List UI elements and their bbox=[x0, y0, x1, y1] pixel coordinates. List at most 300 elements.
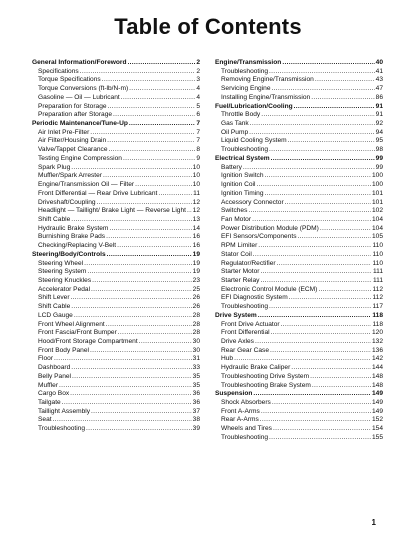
dot-leader bbox=[288, 137, 375, 146]
dot-leader bbox=[243, 164, 375, 173]
dot-leader bbox=[71, 294, 192, 303]
toc-entry-label: Torque Specifications bbox=[38, 76, 101, 84]
toc-entry[interactable] bbox=[215, 207, 383, 216]
toc-entry[interactable] bbox=[215, 181, 383, 190]
toc-entry-label: Regulator/Rectifier bbox=[221, 259, 276, 267]
toc-entry[interactable] bbox=[32, 425, 200, 434]
toc-page-number: 41 bbox=[375, 67, 383, 75]
toc-entry-label: Troubleshooting bbox=[38, 425, 86, 433]
dot-leader bbox=[253, 251, 372, 260]
toc-page-number: 36 bbox=[192, 390, 200, 398]
dot-leader bbox=[74, 312, 192, 321]
toc-entry-label: Fan Motor bbox=[221, 215, 252, 223]
toc-page-number: 149 bbox=[371, 390, 383, 398]
toc-entry-label: Troubleshooting Brake System bbox=[221, 381, 311, 389]
toc-entry[interactable] bbox=[32, 146, 200, 155]
toc-entry[interactable] bbox=[215, 260, 383, 269]
dot-leader bbox=[72, 373, 192, 382]
dot-leader bbox=[117, 242, 192, 251]
dot-leader bbox=[258, 242, 371, 251]
toc-section-heading[interactable] bbox=[32, 251, 200, 260]
toc-entry-label: EFI Diagnostic System bbox=[221, 294, 288, 302]
toc-page-number: 7 bbox=[196, 137, 200, 145]
toc-entry-label: Drive System bbox=[215, 311, 257, 319]
toc-page-number: 36 bbox=[192, 399, 200, 407]
toc-page-number: 28 bbox=[192, 329, 200, 337]
toc-entry-label: Battery bbox=[221, 163, 242, 171]
dot-leader bbox=[91, 286, 192, 295]
toc-entry[interactable] bbox=[215, 111, 383, 120]
toc-entry[interactable] bbox=[215, 242, 383, 251]
dot-leader bbox=[260, 268, 371, 277]
toc-entry-label: Driveshaft/Coupling bbox=[38, 198, 96, 206]
toc-entry-label: Fuel/Lubrication/Cooling bbox=[215, 102, 293, 110]
toc-entry-label: Rear Gear Case bbox=[221, 346, 270, 354]
toc-entry[interactable] bbox=[32, 207, 200, 216]
dot-leader bbox=[106, 233, 192, 242]
toc-page-number: 38 bbox=[192, 416, 200, 424]
toc-entry[interactable] bbox=[32, 373, 200, 382]
dot-leader bbox=[273, 425, 371, 434]
toc-entry-label: Muffler bbox=[38, 381, 59, 389]
toc-entry[interactable] bbox=[215, 137, 383, 146]
dot-leader bbox=[129, 85, 195, 94]
toc-page-number: 110 bbox=[372, 259, 383, 267]
toc-entry[interactable] bbox=[32, 103, 200, 112]
toc-page-number: 152 bbox=[371, 416, 383, 424]
toc-entry-label: Hydraulic Brake Caliper bbox=[221, 364, 291, 372]
dot-leader bbox=[269, 68, 375, 77]
dot-leader bbox=[97, 199, 192, 208]
toc-entry[interactable] bbox=[215, 373, 383, 382]
toc-entry-label: Periodic Maintenance/Tune-Up bbox=[32, 120, 128, 128]
toc-entry-label: Shift Lever bbox=[38, 294, 70, 302]
toc-page-number: 19 bbox=[192, 268, 200, 276]
toc-entry[interactable] bbox=[215, 338, 383, 347]
toc-entry-label: Stator Coil bbox=[221, 250, 252, 258]
toc-entry[interactable] bbox=[215, 68, 383, 77]
toc-entry-label: Shock Absorbers bbox=[221, 399, 271, 407]
toc-page-number: 98 bbox=[375, 146, 383, 154]
toc-entry-label: Troubleshooting Drive System bbox=[221, 372, 310, 380]
toc-page-number: 47 bbox=[375, 85, 383, 93]
dot-leader bbox=[298, 233, 371, 242]
toc-entry[interactable] bbox=[215, 294, 383, 303]
toc-page-number: 28 bbox=[192, 320, 200, 328]
toc-page-number: 104 bbox=[371, 215, 383, 223]
toc-page-number: 101 bbox=[371, 189, 383, 197]
dot-leader bbox=[139, 338, 192, 347]
toc-entry[interactable] bbox=[215, 216, 383, 225]
toc-page-number: 112 bbox=[372, 285, 383, 293]
toc-entry[interactable] bbox=[32, 286, 200, 295]
toc-entry[interactable] bbox=[32, 321, 200, 330]
toc-entry-label: Tailgate bbox=[38, 399, 61, 407]
toc-entry[interactable] bbox=[215, 225, 383, 234]
toc-page-number: 12 bbox=[192, 207, 200, 215]
toc-entry-label: Ignition Coil bbox=[221, 181, 256, 189]
dot-leader bbox=[84, 260, 192, 269]
toc-section-heading[interactable] bbox=[215, 155, 383, 164]
toc-entry-label: Suspension bbox=[215, 390, 253, 398]
toc-entry[interactable] bbox=[32, 416, 200, 425]
toc-entry[interactable] bbox=[215, 94, 383, 103]
toc-entry[interactable] bbox=[215, 408, 383, 417]
toc-page-number: 10 bbox=[192, 163, 200, 171]
toc-page-number: 100 bbox=[371, 172, 383, 180]
dot-leader bbox=[71, 216, 191, 225]
dot-leader bbox=[258, 312, 372, 321]
toc-right-column bbox=[215, 59, 383, 443]
toc-page-number: 91 bbox=[375, 102, 383, 110]
toc-page-number: 110 bbox=[372, 242, 383, 250]
toc-entry[interactable] bbox=[215, 85, 383, 94]
toc-entry-label: Front A-Arms bbox=[221, 407, 260, 415]
toc-page-number: 155 bbox=[371, 433, 383, 441]
toc-page-number: 100 bbox=[371, 181, 383, 189]
toc-entry-label: Troubleshooting bbox=[221, 303, 269, 311]
dot-leader bbox=[269, 434, 371, 443]
toc-entry-label: Torque Conversions (ft-lb/N-m) bbox=[38, 85, 129, 93]
toc-entry-label: Hood/Front Storage Compartment bbox=[38, 338, 138, 345]
toc-entry[interactable] bbox=[32, 242, 200, 251]
toc-entry[interactable] bbox=[215, 129, 383, 138]
toc-page-number: 110 bbox=[372, 250, 383, 258]
toc-entry-label: Starter Relay bbox=[221, 276, 260, 284]
toc-entry[interactable] bbox=[215, 199, 383, 208]
toc-entry-label: Testing Engine Compression bbox=[38, 154, 122, 162]
dot-leader bbox=[106, 321, 192, 330]
toc-page-number: 12 bbox=[192, 198, 200, 206]
toc-entry[interactable] bbox=[32, 399, 200, 408]
toc-page-number: 2 bbox=[196, 59, 200, 66]
toc-entry[interactable] bbox=[32, 94, 200, 103]
toc-entry[interactable] bbox=[32, 408, 200, 417]
toc-entry-label: Steering/Body/Controls bbox=[32, 250, 106, 258]
toc-entry-label: Wheels and Tires bbox=[221, 425, 272, 433]
toc-entry[interactable] bbox=[215, 355, 383, 364]
toc-entry[interactable] bbox=[32, 364, 200, 373]
toc-entry[interactable] bbox=[32, 355, 200, 364]
toc-entry[interactable] bbox=[32, 111, 200, 120]
toc-page-number: 154 bbox=[371, 425, 383, 433]
toc-entry-label: Front Differential — Rear Drive Lubricant bbox=[38, 189, 158, 197]
toc-page-number: 5 bbox=[196, 102, 200, 110]
toc-page-number: 95 bbox=[375, 137, 383, 145]
toc-entry[interactable] bbox=[32, 390, 200, 399]
toc-page-number: 3 bbox=[196, 76, 200, 84]
toc-entry-label: Rear A-Arms bbox=[221, 416, 259, 424]
toc-section-heading[interactable] bbox=[215, 103, 383, 112]
dot-leader bbox=[113, 111, 195, 120]
toc-page-number: 16 bbox=[192, 242, 200, 250]
toc-page-number: 148 bbox=[371, 372, 383, 380]
toc-entry-label: Preparation for Storage bbox=[38, 102, 107, 110]
toc-page-number: 43 bbox=[375, 76, 383, 84]
toc-entry[interactable] bbox=[32, 260, 200, 269]
toc-page-number: 19 bbox=[192, 250, 200, 258]
toc-entry-label: Front Differential bbox=[221, 329, 270, 337]
toc-entry[interactable] bbox=[32, 164, 200, 173]
toc-entry[interactable] bbox=[215, 347, 383, 356]
toc-entry-label: Steering System bbox=[38, 268, 87, 276]
toc-entry[interactable] bbox=[215, 382, 383, 391]
toc-page-number: 10 bbox=[192, 172, 200, 180]
toc-entry-label: Engine/Transmission Oil — Filter bbox=[38, 181, 135, 189]
dot-leader bbox=[59, 382, 192, 391]
toc-page-number: 149 bbox=[371, 399, 383, 407]
toc-entry-label: Starter Motor bbox=[221, 268, 260, 276]
toc-entry-label: Oil Pump bbox=[221, 128, 249, 136]
dot-leader bbox=[158, 190, 192, 199]
dot-leader bbox=[87, 268, 191, 277]
dot-leader bbox=[265, 172, 371, 181]
page-title: Table of Contents bbox=[114, 14, 302, 39]
dot-leader bbox=[261, 408, 371, 417]
toc-entry-label: Gasoline — Oil — Lubricant bbox=[38, 93, 120, 101]
toc-entry[interactable] bbox=[215, 164, 383, 173]
toc-page-number: 35 bbox=[192, 372, 200, 380]
toc-entry-label: Shift Cable bbox=[38, 303, 71, 311]
toc-page-number: 111 bbox=[372, 276, 383, 284]
toc-entry-label: Troubleshooting bbox=[221, 146, 269, 154]
toc-entry-label: Hydraulic Brake System bbox=[38, 224, 109, 232]
toc-page-number: 92 bbox=[375, 120, 383, 128]
toc-entry-label: Air Filter/Housing Drain bbox=[38, 137, 107, 145]
toc-page-number: 35 bbox=[192, 381, 200, 389]
toc-page-number: 7 bbox=[196, 120, 200, 128]
dot-leader bbox=[269, 146, 375, 155]
toc-entry-label: Front Drive Actuator bbox=[221, 320, 280, 328]
toc-entry[interactable] bbox=[215, 76, 383, 85]
toc-page-number: 105 bbox=[371, 233, 383, 241]
toc-page-number: 118 bbox=[372, 311, 383, 319]
dot-leader bbox=[135, 181, 192, 190]
toc-entry-label: Headlight — Taillight/ Brake Light — Reverse Light bbox=[38, 207, 186, 215]
dot-leader bbox=[187, 207, 192, 216]
toc-page-number: 11 bbox=[193, 189, 200, 197]
toc-entry-label: Valve/Tappet Clearance bbox=[38, 146, 108, 154]
dot-leader bbox=[318, 286, 371, 295]
dot-leader bbox=[71, 164, 191, 173]
toc-entry[interactable] bbox=[215, 434, 383, 443]
toc-entry[interactable] bbox=[32, 382, 200, 391]
toc-entry-label: Hub bbox=[221, 355, 234, 363]
toc-entry[interactable] bbox=[32, 76, 200, 85]
toc-page-number: 94 bbox=[375, 128, 383, 136]
toc-entry[interactable] bbox=[32, 277, 200, 286]
toc-entry-label: Steering Knuckles bbox=[38, 276, 92, 284]
dot-leader bbox=[71, 303, 191, 312]
toc-entry-label: Burnishing Brake Pads bbox=[38, 233, 106, 241]
toc-entry[interactable] bbox=[32, 129, 200, 138]
toc-page-number: 4 bbox=[196, 93, 200, 101]
toc-page-number: 148 bbox=[371, 381, 383, 389]
toc-page-number: 26 bbox=[192, 294, 200, 302]
dot-leader bbox=[289, 294, 372, 303]
dot-leader bbox=[320, 225, 371, 234]
toc-entry-label: Cargo Box bbox=[38, 390, 70, 398]
toc-page-number: 144 bbox=[371, 364, 383, 372]
toc-page-number: 39 bbox=[192, 425, 200, 433]
dot-leader bbox=[252, 216, 371, 225]
toc-entry-label: Installing Engine/Transmission bbox=[221, 93, 311, 101]
toc-entry-label: Front Wheel Alignment bbox=[38, 320, 105, 328]
dot-leader bbox=[256, 181, 371, 190]
toc-entry[interactable] bbox=[32, 85, 200, 94]
toc-entry[interactable] bbox=[32, 329, 200, 338]
toc-entry[interactable] bbox=[32, 338, 200, 347]
toc-page-number: 112 bbox=[372, 294, 383, 302]
dot-leader bbox=[271, 155, 375, 164]
dot-leader bbox=[91, 408, 192, 417]
toc-page-number: 14 bbox=[192, 224, 200, 232]
toc-page-number: 16 bbox=[192, 233, 200, 241]
toc-entry[interactable] bbox=[215, 303, 383, 312]
toc-page-number: 31 bbox=[192, 355, 200, 363]
dot-leader bbox=[108, 103, 196, 112]
toc-page-number: 25 bbox=[192, 285, 200, 293]
toc-entry[interactable] bbox=[32, 181, 200, 190]
dot-leader bbox=[107, 137, 195, 146]
toc-left-column bbox=[32, 59, 200, 434]
dot-leader bbox=[80, 68, 196, 77]
dot-leader bbox=[109, 146, 196, 155]
dot-leader bbox=[285, 199, 371, 208]
toc-entry-label: Troubleshooting bbox=[221, 67, 269, 75]
toc-entry[interactable] bbox=[215, 286, 383, 295]
toc-entry[interactable] bbox=[32, 172, 200, 181]
toc-page-number: 4 bbox=[196, 85, 200, 93]
toc-entry[interactable] bbox=[215, 277, 383, 286]
dot-leader bbox=[53, 416, 192, 425]
dot-leader bbox=[260, 416, 371, 425]
toc-page-number: 99 bbox=[375, 154, 383, 162]
toc-page-number: 99 bbox=[375, 163, 383, 171]
toc-section-heading[interactable] bbox=[215, 59, 383, 68]
dot-leader bbox=[118, 329, 192, 338]
dot-leader bbox=[271, 85, 374, 94]
toc-entry[interactable] bbox=[215, 416, 383, 425]
toc-entry[interactable] bbox=[215, 190, 383, 199]
dot-leader bbox=[272, 399, 371, 408]
dot-leader bbox=[234, 355, 371, 364]
toc-entry[interactable] bbox=[32, 233, 200, 242]
dot-leader bbox=[90, 129, 195, 138]
toc-section-heading[interactable] bbox=[215, 390, 383, 399]
toc-entry-label: General Information/Foreword bbox=[32, 59, 127, 66]
toc-page-number: 10 bbox=[192, 181, 200, 189]
toc-entry[interactable] bbox=[32, 68, 200, 77]
toc-entry[interactable] bbox=[215, 146, 383, 155]
toc-page-number: 7 bbox=[196, 128, 200, 136]
toc-page-number: 40 bbox=[375, 59, 383, 66]
toc-entry[interactable] bbox=[215, 233, 383, 242]
dot-leader bbox=[86, 425, 192, 434]
toc-entry[interactable] bbox=[32, 347, 200, 356]
toc-entry[interactable] bbox=[32, 312, 200, 321]
toc-entry[interactable] bbox=[215, 399, 383, 408]
dot-leader bbox=[253, 390, 371, 399]
dot-leader bbox=[311, 94, 374, 103]
toc-entry-label: Throttle Body bbox=[221, 111, 261, 119]
toc-entry-label: Seat bbox=[38, 416, 52, 424]
toc-entry[interactable] bbox=[215, 120, 383, 129]
dot-leader bbox=[249, 129, 375, 138]
dot-leader bbox=[250, 120, 375, 129]
toc-entry-label: Shift Cable bbox=[38, 215, 71, 223]
toc-entry[interactable] bbox=[215, 329, 383, 338]
toc-section-heading[interactable] bbox=[32, 120, 200, 129]
toc-page-number: 111 bbox=[372, 268, 383, 276]
toc-entry[interactable] bbox=[215, 251, 383, 260]
toc-page-number: 86 bbox=[375, 93, 383, 101]
toc-entry[interactable] bbox=[215, 425, 383, 434]
toc-entry[interactable] bbox=[32, 268, 200, 277]
toc-page-number: 23 bbox=[192, 276, 200, 284]
toc-entry[interactable] bbox=[32, 294, 200, 303]
toc-page-number: 26 bbox=[192, 303, 200, 311]
toc-page-number: 120 bbox=[371, 329, 383, 337]
toc-section-heading[interactable] bbox=[32, 59, 200, 68]
page-number: 1 bbox=[371, 518, 376, 527]
dot-leader bbox=[265, 190, 371, 199]
toc-entry[interactable] bbox=[32, 190, 200, 199]
dot-leader bbox=[277, 260, 372, 269]
toc-entry-label: Muffler/Spark Arrester bbox=[38, 172, 103, 180]
toc-entry-label: Power Distribution Module (PDM) bbox=[221, 224, 319, 232]
dot-leader bbox=[282, 59, 374, 68]
toc-entry-label: Specifications bbox=[38, 67, 79, 75]
toc-entry[interactable] bbox=[215, 172, 383, 181]
toc-entry[interactable] bbox=[215, 364, 383, 373]
toc-entry-label: Air Inlet Pre-Filter bbox=[38, 128, 90, 136]
toc-entry-label: Preparation after Storage bbox=[38, 111, 113, 119]
dot-leader bbox=[128, 59, 196, 68]
toc-entry[interactable] bbox=[215, 321, 383, 330]
toc-entry-label: Gas Tank bbox=[221, 120, 249, 128]
toc-entry-label: Accessory Connector bbox=[221, 198, 284, 206]
toc-entry-label: Engine/Transmission bbox=[215, 59, 282, 66]
toc-entry-label: Servicing Engine bbox=[221, 85, 271, 93]
dot-leader bbox=[92, 277, 192, 286]
toc-entry-label: Accelerator Pedal bbox=[38, 285, 91, 293]
dot-leader bbox=[70, 390, 192, 399]
toc-section-heading[interactable] bbox=[215, 312, 383, 321]
toc-entry[interactable] bbox=[32, 199, 200, 208]
toc-page-number: 13 bbox=[192, 215, 200, 223]
toc-page-number: 30 bbox=[192, 346, 200, 354]
dot-leader bbox=[294, 103, 375, 112]
toc-entry[interactable] bbox=[215, 268, 383, 277]
toc-entry[interactable] bbox=[32, 225, 200, 234]
toc-entry[interactable] bbox=[32, 137, 200, 146]
toc-entry[interactable] bbox=[32, 155, 200, 164]
toc-page-number: 30 bbox=[192, 338, 200, 345]
toc-entry-label: Liquid Cooling System bbox=[221, 137, 287, 145]
dot-leader bbox=[71, 364, 191, 373]
toc-page-number: 102 bbox=[371, 207, 383, 215]
toc-page-number: 19 bbox=[192, 259, 200, 267]
dot-leader bbox=[281, 321, 372, 330]
toc-entry[interactable] bbox=[32, 303, 200, 312]
toc-entry-label: Ignition Timing bbox=[221, 189, 264, 197]
toc-entry[interactable] bbox=[32, 216, 200, 225]
toc-page-number: 2 bbox=[196, 67, 200, 75]
toc-entry-label: Drive Axles bbox=[221, 338, 254, 345]
toc-entry-label: LCD Gauge bbox=[38, 311, 73, 319]
toc-page-number: 28 bbox=[192, 311, 200, 319]
